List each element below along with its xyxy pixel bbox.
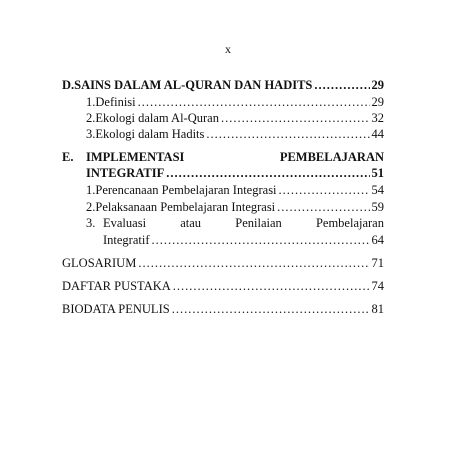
item-title-word: Penilaian <box>235 216 282 230</box>
dot-leader <box>277 200 369 215</box>
item-number: 1. <box>86 95 96 109</box>
toc-item-line2 <box>103 233 384 248</box>
item-page: 54 <box>371 183 384 197</box>
toc-item <box>86 95 384 110</box>
section-letter: E. <box>62 150 74 164</box>
item-page: 29 <box>371 95 384 109</box>
section-title: SAINS DALAM AL-QURAN DAN HADITS <box>74 78 313 92</box>
item-page: 32 <box>371 111 384 125</box>
dot-leader <box>314 78 369 93</box>
item-page: 44 <box>371 127 384 141</box>
section-title-word: IMPLEMENTASI <box>86 150 185 164</box>
dot-leader <box>152 233 370 248</box>
entry-page: 71 <box>371 256 384 270</box>
toc-item <box>86 127 384 142</box>
item-title: Ekologi dalam Hadits <box>95 127 205 141</box>
item-title-word: atau <box>180 216 202 230</box>
item-title: Ekologi dalam Al-Quran <box>95 111 219 125</box>
entry-title: BIODATA PENULIS <box>62 302 170 316</box>
entry-title: GLOSARIUM <box>62 256 137 270</box>
toc-item <box>86 200 384 215</box>
item-number: 2. <box>86 200 96 214</box>
item-number: 1. <box>86 183 96 197</box>
section-page: 29 <box>371 78 384 92</box>
dot-leader <box>172 302 370 317</box>
item-title-word: Evaluasi <box>103 216 147 230</box>
toc-item <box>86 216 384 231</box>
item-title-line2: Integratif <box>103 233 150 247</box>
dot-leader <box>138 256 369 271</box>
item-title: Definisi <box>95 95 136 109</box>
section-title-line1 <box>86 150 384 165</box>
toc-section-e <box>62 150 384 165</box>
item-number: 2. <box>86 111 96 125</box>
toc-glosarium <box>62 256 384 271</box>
item-title-line1 <box>103 216 384 231</box>
item-number: 3. <box>86 216 96 230</box>
page-number: x <box>225 42 231 56</box>
dot-leader <box>221 111 370 126</box>
toc-biodata-penulis <box>62 302 384 317</box>
section-letter: D. <box>62 78 75 92</box>
section-title-word: PEMBELAJARAN <box>279 150 384 164</box>
toc-section-d <box>62 78 384 93</box>
dot-leader <box>138 95 370 110</box>
item-page: 64 <box>371 233 384 247</box>
dot-leader <box>173 279 370 294</box>
entry-page: 81 <box>371 302 384 316</box>
toc-item <box>86 183 384 198</box>
item-page: 59 <box>371 200 384 214</box>
toc-daftar-pustaka <box>62 279 384 294</box>
item-number: 3. <box>86 127 96 141</box>
toc-item <box>86 111 384 126</box>
entry-page: 74 <box>371 279 384 293</box>
dot-leader <box>206 127 369 142</box>
section-title-line2: INTEGRATIF <box>86 166 165 180</box>
item-title: Pelaksanaan Pembelajaran Integrasi <box>95 200 276 214</box>
dot-leader <box>166 166 369 181</box>
item-title-word: Pembelajaran <box>315 216 384 230</box>
item-title: Perencanaan Pembelajaran Integrasi <box>95 183 277 197</box>
dot-leader <box>279 183 370 198</box>
section-page: 51 <box>371 166 384 180</box>
entry-title: DAFTAR PUSTAKA <box>62 279 171 293</box>
toc-section-e-line2 <box>86 166 384 181</box>
